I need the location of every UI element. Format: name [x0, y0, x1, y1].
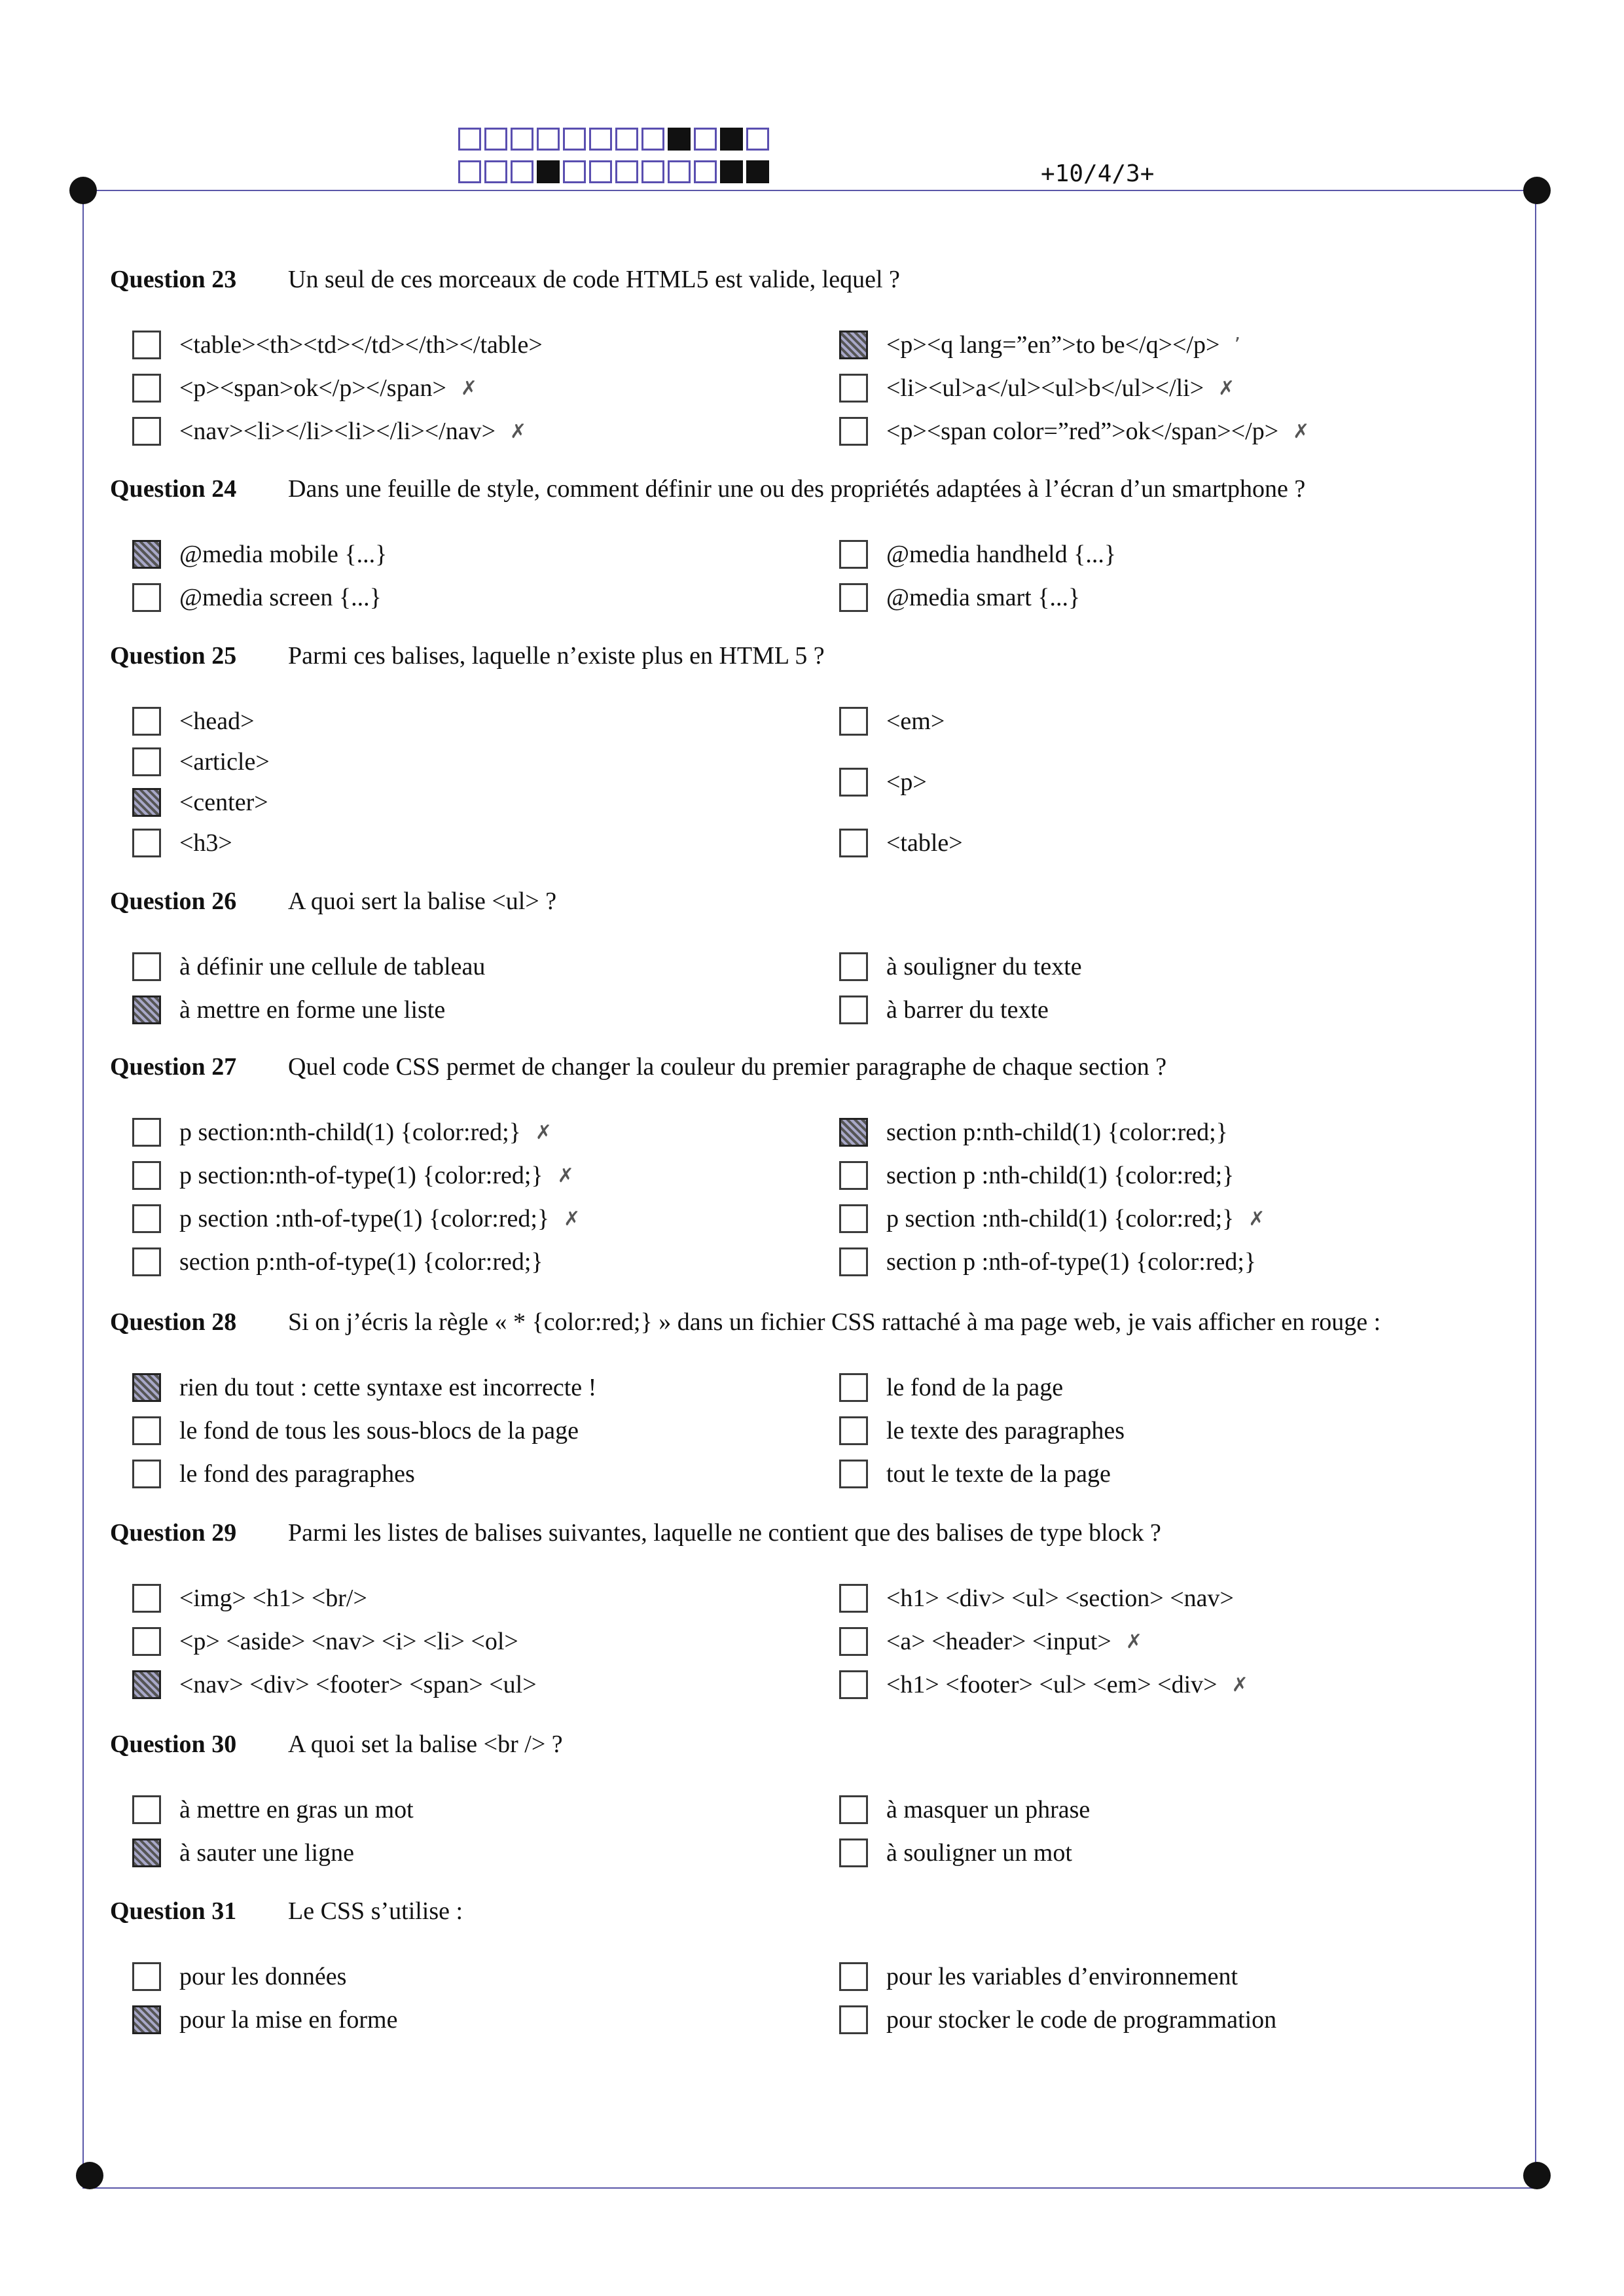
checkbox[interactable]: [132, 374, 161, 403]
checkbox[interactable]: [839, 996, 868, 1024]
checkbox[interactable]: [839, 829, 868, 857]
checkbox[interactable]: [132, 331, 161, 359]
handwritten-mark-icon: ✗: [460, 376, 478, 400]
question-number: Question 31: [110, 1897, 237, 1925]
answer-label: <h1> <div> <ul> <section> <nav>: [886, 1585, 1234, 1612]
answer-option[interactable]: [132, 1161, 574, 1190]
answer-option[interactable]: [839, 583, 1080, 612]
answer-option[interactable]: [132, 1373, 596, 1402]
answer-option[interactable]: [132, 1460, 415, 1488]
answer-label: à mettre en forme une liste: [179, 996, 446, 1024]
checkbox[interactable]: [839, 1670, 868, 1699]
answer-label: pour la mise en forme: [179, 2006, 398, 2034]
barcode-row-1-cell: [458, 128, 481, 151]
checkbox[interactable]: [132, 1460, 161, 1488]
answer-option[interactable]: [132, 2005, 397, 2034]
answer-option[interactable]: [839, 331, 1240, 359]
answer-label: <p>: [886, 768, 927, 796]
answer-label: pour les données: [179, 1963, 347, 1990]
checkbox[interactable]: [132, 1247, 161, 1276]
barcode-row-2-cell: [746, 160, 769, 183]
answer-label: <head>: [179, 708, 255, 735]
checkbox[interactable]: [132, 952, 161, 981]
answer-option[interactable]: [132, 1839, 354, 1867]
question-number: Question 27: [110, 1053, 237, 1081]
answer-label: section p :nth-child(1) {color:red;}: [886, 1162, 1235, 1189]
answer-label: à souligner du texte: [886, 953, 1082, 980]
answer-label: p section:nth-of-type(1) {color:red;}: [179, 1162, 543, 1189]
answer-option[interactable]: [839, 1627, 1142, 1656]
answer-option[interactable]: [132, 1204, 580, 1233]
checkbox[interactable]: [839, 1247, 868, 1276]
corner-marker-top-left: [69, 177, 97, 204]
answer-label: rien du tout : cette syntaxe est incorrecte !: [179, 1374, 597, 1401]
answer-label: le fond des paragraphes: [179, 1460, 415, 1488]
answer-option[interactable]: [132, 829, 232, 857]
barcode-row-2-cell: [537, 160, 560, 183]
checkbox[interactable]: [839, 1627, 868, 1656]
checkbox[interactable]: [132, 1118, 161, 1147]
answer-option[interactable]: [839, 1118, 1228, 1147]
answer-option[interactable]: [839, 1962, 1238, 1991]
barcode-row-1-cell: [511, 128, 533, 151]
handwritten-mark-icon: ✗: [1125, 1630, 1142, 1653]
question-text: A quoi set la balise <br /> ?: [288, 1731, 563, 1758]
answer-label: <img> <h1> <br/>: [179, 1585, 367, 1612]
answer-option[interactable]: [132, 996, 445, 1024]
answer-option[interactable]: [839, 1670, 1248, 1699]
corner-marker-bottom-right: [1523, 2162, 1551, 2189]
checkbox[interactable]: [132, 1204, 161, 1233]
answer-option[interactable]: [839, 707, 945, 736]
answer-option[interactable]: [132, 1118, 552, 1147]
handwritten-mark-icon: ✗: [535, 1121, 552, 1144]
answer-option[interactable]: [132, 952, 485, 981]
answer-label: le fond de la page: [886, 1374, 1064, 1401]
answer-label: le texte des paragraphes: [886, 1417, 1125, 1444]
answer-label: pour stocker le code de programmation: [886, 2006, 1277, 2034]
answer-option[interactable]: [132, 583, 382, 612]
answer-label: pour les variables d’environnement: [886, 1963, 1238, 1990]
barcode-row-1-cell: [563, 128, 586, 151]
checked-checkbox[interactable]: [132, 788, 161, 817]
handwritten-mark-icon: ✗: [1293, 420, 1310, 443]
checked-checkbox[interactable]: [132, 2005, 161, 2034]
answer-label: p section:nth-child(1) {color:red;}: [179, 1119, 521, 1146]
question-number: Question 28: [110, 1308, 237, 1336]
answer-label: tout le texte de la page: [886, 1460, 1111, 1488]
answer-option[interactable]: [132, 1670, 537, 1699]
question-number: Question 23: [110, 266, 237, 293]
question-number: Question 24: [110, 475, 237, 503]
answer-option[interactable]: [839, 2005, 1276, 2034]
question-text: Un seul de ces morceaux de code HTML5 est valide, lequel ?: [288, 266, 900, 293]
checkbox[interactable]: [132, 1161, 161, 1190]
checkbox[interactable]: [839, 1839, 868, 1867]
answer-option[interactable]: [839, 1161, 1234, 1190]
answer-option[interactable]: [132, 1416, 579, 1445]
answer-label: à sauter une ligne: [179, 1839, 354, 1867]
handwritten-mark-icon: ʼ: [1234, 333, 1240, 357]
checkbox[interactable]: [132, 1416, 161, 1445]
answer-label: à souligner un mot: [886, 1839, 1072, 1867]
answer-label: <em>: [886, 708, 945, 735]
checked-checkbox[interactable]: [132, 1839, 161, 1867]
answer-label: <center>: [179, 789, 268, 816]
checkbox[interactable]: [132, 707, 161, 736]
answer-label: section p:nth-child(1) {color:red;}: [886, 1119, 1228, 1146]
barcode-row-2-cell: [668, 160, 691, 183]
barcode-row-2-cell: [458, 160, 481, 183]
question-text: Parmi ces balises, laquelle n’existe plus en HTML 5 ?: [288, 642, 825, 670]
checkbox[interactable]: [839, 1584, 868, 1613]
answer-option[interactable]: [132, 1247, 543, 1276]
checkbox[interactable]: [132, 829, 161, 857]
checkbox[interactable]: [839, 417, 868, 446]
question-text: Quel code CSS permet de changer la couleur du premier paragraphe de chaque section ?: [288, 1053, 1167, 1081]
answer-option[interactable]: [839, 1373, 1063, 1402]
handwritten-mark-icon: ✗: [1231, 1673, 1248, 1696]
answer-option[interactable]: [132, 1795, 414, 1824]
answer-option[interactable]: [839, 1460, 1111, 1488]
barcode-row-1: [458, 128, 772, 151]
checked-checkbox[interactable]: [132, 1670, 161, 1699]
answer-option[interactable]: [132, 331, 543, 359]
checkbox[interactable]: [132, 417, 161, 446]
question-number: Question 29: [110, 1519, 237, 1547]
checkbox[interactable]: [132, 1584, 161, 1613]
answer-label: @media mobile {...}: [179, 541, 388, 568]
question-number: Question 30: [110, 1731, 237, 1758]
answer-label: <a> <header> <input>: [886, 1628, 1111, 1655]
answer-label: à définir une cellule de tableau: [179, 953, 486, 980]
answer-label: <nav><li></li><li></li></nav>: [179, 418, 496, 445]
barcode-row-1-cell: [668, 128, 691, 151]
checked-checkbox[interactable]: [839, 331, 868, 359]
barcode-row-1-cell: [720, 128, 743, 151]
barcode-row-2-cell: [694, 160, 717, 183]
answer-label: @media smart {...}: [886, 584, 1081, 611]
checked-checkbox[interactable]: [132, 540, 161, 569]
answer-label: <h3>: [179, 829, 232, 857]
answer-label: <h1> <footer> <ul> <em> <div>: [886, 1671, 1218, 1698]
answer-label: le fond de tous les sous-blocs de la page: [179, 1417, 579, 1444]
answer-label: <table><th><td></td></th></table>: [179, 331, 543, 359]
answer-label: <p><span color=”red”>ok</span></p>: [886, 418, 1279, 445]
answer-label: à masquer un phrase: [886, 1796, 1091, 1823]
answer-option[interactable]: [839, 768, 927, 797]
checkbox[interactable]: [839, 2005, 868, 2034]
page-id: +10/4/3+: [1041, 160, 1155, 187]
question-number: Question 26: [110, 888, 237, 915]
barcode-row-2: [458, 160, 772, 183]
answer-option[interactable]: [839, 1247, 1256, 1276]
answer-option[interactable]: [132, 417, 526, 446]
checkbox[interactable]: [839, 1161, 868, 1190]
question-text: A quoi sert la balise <ul> ?: [288, 888, 557, 915]
answer-option[interactable]: [839, 996, 1049, 1024]
barcode-row-2-cell: [589, 160, 612, 183]
handwritten-mark-icon: ✗: [1218, 376, 1235, 400]
checkbox[interactable]: [839, 768, 868, 797]
barcode-row-2-cell: [511, 160, 533, 183]
handwritten-mark-icon: ✗: [1248, 1207, 1265, 1230]
barcode-row-2-cell: [484, 160, 507, 183]
answer-label: <p><q lang=”en”>to be</q></p>: [886, 331, 1220, 359]
answer-option[interactable]: [132, 1584, 367, 1613]
answer-option[interactable]: [839, 417, 1309, 446]
barcode-row-2-cell: [563, 160, 586, 183]
barcode-row-1-cell: [484, 128, 507, 151]
question-number: Question 25: [110, 642, 237, 670]
answer-label: <li><ul>a</ul><ul>b</ul></li>: [886, 374, 1204, 402]
barcode-row-2-cell: [641, 160, 664, 183]
answer-option[interactable]: [132, 707, 255, 736]
barcode-row-2-cell: [615, 160, 638, 183]
checkbox[interactable]: [839, 1373, 868, 1402]
answer-label: section p :nth-of-type(1) {color:red;}: [886, 1248, 1257, 1276]
checkbox[interactable]: [839, 540, 868, 569]
answer-label: à barrer du texte: [886, 996, 1049, 1024]
checkbox[interactable]: [839, 1416, 868, 1445]
handwritten-mark-icon: ✗: [510, 420, 527, 443]
answer-option[interactable]: [839, 952, 1082, 981]
answer-label: à mettre en gras un mot: [179, 1796, 414, 1823]
question-text: Le CSS s’utilise :: [288, 1897, 463, 1925]
answer-option[interactable]: [839, 1204, 1265, 1233]
checkbox[interactable]: [839, 707, 868, 736]
checkbox[interactable]: [839, 952, 868, 981]
barcode-row-1-cell: [746, 128, 769, 151]
barcode-row-1-cell: [641, 128, 664, 151]
answer-label: <nav> <div> <footer> <span> <ul>: [179, 1671, 537, 1698]
answer-label: @media screen {...}: [179, 584, 382, 611]
barcode-row-1-cell: [615, 128, 638, 151]
answer-option[interactable]: [839, 829, 963, 857]
answer-label: @media handheld {...}: [886, 541, 1117, 568]
answer-label: <p><span>ok</p></span>: [179, 374, 446, 402]
answer-option[interactable]: [839, 374, 1235, 403]
answer-option[interactable]: [839, 540, 1116, 569]
checkbox[interactable]: [132, 583, 161, 612]
barcode-row-1-cell: [694, 128, 717, 151]
answer-option[interactable]: [132, 788, 268, 817]
answer-option[interactable]: [839, 1416, 1125, 1445]
handwritten-mark-icon: ✗: [564, 1207, 581, 1230]
checkbox[interactable]: [839, 583, 868, 612]
answer-label: <table>: [886, 829, 963, 857]
handwritten-mark-icon: ✗: [557, 1164, 574, 1187]
checkbox[interactable]: [839, 1795, 868, 1824]
answer-option[interactable]: [839, 1795, 1090, 1824]
checkbox[interactable]: [839, 374, 868, 403]
checked-checkbox[interactable]: [839, 1118, 868, 1147]
checkbox[interactable]: [132, 1795, 161, 1824]
answer-label: section p:nth-of-type(1) {color:red;}: [179, 1248, 543, 1276]
checkbox[interactable]: [839, 1962, 868, 1991]
checkbox[interactable]: [839, 1204, 868, 1233]
answer-option[interactable]: [839, 1584, 1234, 1613]
answer-label: p section :nth-child(1) {color:red;}: [886, 1205, 1235, 1232]
barcode-row-1-cell: [589, 128, 612, 151]
corner-marker-top-right: [1523, 177, 1551, 204]
corner-marker-bottom-left: [76, 2162, 103, 2189]
question-text: Si on j’écris la règle « * {color:red;} » dans un fichier CSS rattaché à ma page web, je vais afficher en rouge :: [288, 1308, 1381, 1336]
barcode-row-1-cell: [537, 128, 560, 151]
answer-option[interactable]: [132, 374, 477, 403]
answer-option[interactable]: [839, 1839, 1072, 1867]
checkbox[interactable]: [132, 747, 161, 776]
barcode-row-2-cell: [720, 160, 743, 183]
answer-option[interactable]: [132, 1627, 518, 1656]
checkbox[interactable]: [132, 1627, 161, 1656]
checked-checkbox[interactable]: [132, 996, 161, 1024]
checked-checkbox[interactable]: [132, 1373, 161, 1402]
answer-option[interactable]: [132, 1962, 346, 1991]
checkbox[interactable]: [132, 1962, 161, 1991]
answer-option[interactable]: [132, 747, 270, 776]
question-text: Parmi les listes de balises suivantes, laquelle ne contient que des balises de type block ?: [288, 1519, 1161, 1547]
answer-option[interactable]: [132, 540, 387, 569]
answer-label: <article>: [179, 748, 270, 776]
question-text: Dans une feuille de style, comment définir une ou des propriétés adaptées à l’écran d’un smartphone ?: [288, 475, 1306, 503]
checkbox[interactable]: [839, 1460, 868, 1488]
answer-label: p section :nth-of-type(1) {color:red;}: [179, 1205, 550, 1232]
answer-label: <p> <aside> <nav> <i> <li> <ol>: [179, 1628, 518, 1655]
